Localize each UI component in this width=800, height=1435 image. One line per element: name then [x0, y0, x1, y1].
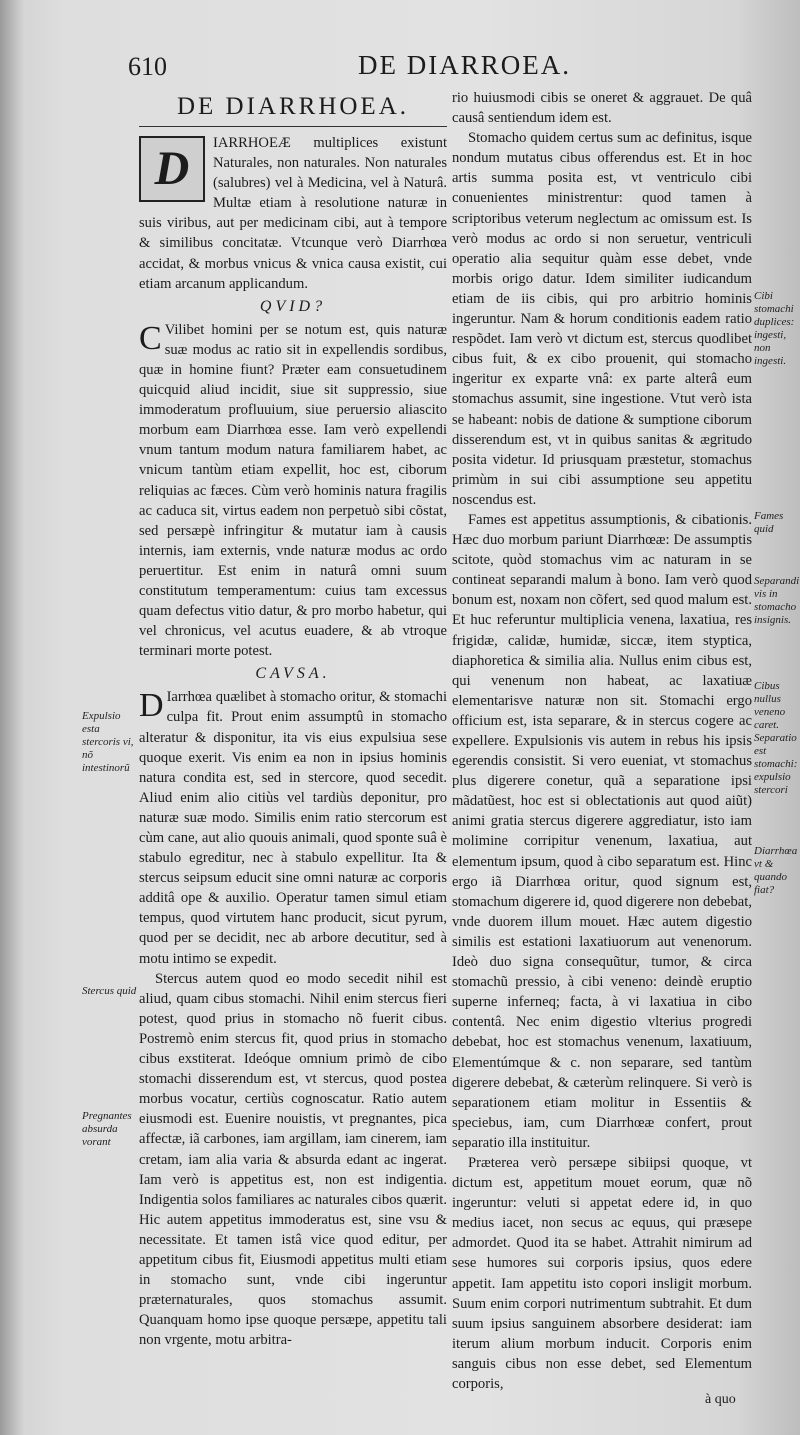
left-column [139, 88, 447, 1350]
right-column [452, 88, 752, 1394]
ornamental-initial: D [139, 136, 205, 202]
intro-paragraph [139, 133, 447, 294]
intro-text: IARRHOEÆ multiplices existunt Naturales, non naturales. Non naturales (salubres) vel à Medicina, vel à Naturâ. Multæ etiam à resolutione naturæ in suis viribus, aut per medicinam cibi, aut à tempore & similibus concitatæ. Vtcunque verò Diarrhœa accidat, & morbus vnicus & vnica causa existit, cui etiam arcanum applicandum. [139, 135, 447, 292]
catchword: à quo [705, 1392, 736, 1407]
running-header [128, 50, 760, 86]
right-paragraph-2: Stomacho quidem certus sum ac definitus, isque nondum mutatus cibus offerendus est. Et in hoc artis summa posita est, vt ventriculo cibi conuenientes ministrentur: quod tamen à scriptoribus veterum neglectum ac omissum est. Is verò modus ac ordo si non seruetur, ventriculi operatio alia sequitur quàm esse debet, vnde morbis origo datur. Idem similiter iudicandum etiam de iis cibis, qui pro arbitrio hominis ingeruntur. Nam & horum conditionis eadem ratio respõdet. Iam verò vt dictum est, stercus quodlibet cibus fuit, & ex cibo prouenit, qui stomacho ingeritur ex exparte vnâ: ex parte alterâ eum stomachus assumit, sine ingestione. Vtut verò ista se habeant: nobis de datione & sumptione ciborum disserendum est, vt in quibus sanitas & ægritudo posita videtur. Id priusquam præstetur, stomachus primùm in sui cibi assumptione seu appetitu noscendus est. [452, 130, 752, 508]
margin-note-left-2: Stercus quid [82, 985, 137, 997]
margin-note-right-4: Cibus nullus veneno caret. Separatio est stomachi: expulsio stercori [754, 680, 798, 796]
page-gutter [0, 0, 26, 1435]
chapter-title: DE DIARRHOEA. [139, 88, 447, 127]
causa-paragraph [139, 687, 447, 968]
right-paragraph-3: Fames est appetitus assumptionis, & cibationis. Hæc duo morbum pariunt Diarrhœæ: De assumptis scitote, quòd stomachus vim ac naturam in se contineat separandi malum à bono. Iam verò quod bonum est, noxam non cõfert, sed quod malum est. Et huc referuntur multiplicia venena, laxatiua, res frigidæ, calidæ, humidæ, siccæ, item styptica, diaphoretica & similia alia. Nullus enim cibus est, qui venenum non habeat, ac laxatiuæ elementarisve naturæ non sit. Stomachi ergo officium est, ista separare, & in stercus cogere ac expellere. Expulsionis vis autem in rebus his ipsis egerendis consistit. Si vero eueniat, vt stomachus plus digerere conetur, quã a separatione ipsi mãdatũest, hoc est si oblectationis aut quod aiũt) animi gratia stercus digerere aggrediatur, isto iam molimine corripitur venenum, laxatiua, aut elementum ipsum, quod à cibo separatum est. Hinc ergo iã Diarrhœa oritur, quod signum est, stomachum digerere id, quod digerere non debebat, vnde duorem illum mouet. Hæc autem digestio similis est estationi laxatiuorum aut venenorum. Ideò duo signa consequũtur, tumor, & circa stomachũ pressio, à cibi veneno: deindè eruptio superne inferneq; facta, à vi laxatiua in cibo contentâ. Nec enim digestio vlterius progredi debebat, hoc est stomachus venenum, laxatiuum, Elementúmque & c. non separare, sed tantùm digerere debebat, & cæterùm relinquere. Si verò is separationem etiam molitur in Essentiis & speciebus, iam, cum Diarrhœæ confert, prout separatio illa instituitur. [452, 511, 752, 1151]
quid-paragraph [139, 320, 447, 662]
right-paragraph-4: Præterea verò persæpe sibiipsi quoque, vt dictum est, appetitum mouet eorum, quæ nõ ingeruntur: veluti si appetat edere id, in quo medius iacet, non secus ac equus, qui præsepe admordet. Quod ita se habet. Attrahit nimirum ad sese humores sui corporis ipsius, quos edere appetit. Iam appetitu isto copori insligit morbum. Suum enim corpori nutrimentum subtrahit. Et dum suum ipsius sanguinem absorbere desiderat: iam iterum alium morbum inducit. Corporis enim sanguis cibus non esse debet, sed Elementum corporis, [452, 1154, 752, 1392]
quid-initial: C [139, 319, 162, 357]
stercus-paragraph: Stercus autem quod eo modo secedit nihil est aliud, quam cibus stomachi. Nihil enim stercus fieri potest, quod prius in stomacho nõ fuerit cibus. Postremò enim stercus fit, quod prius in stomacho cibus exstiterat. Ideóque omnium primò de cibo stomachi disserendum est, vt stercus, quod postea morbus vocatur, certiùs cognoscatur. Ratio autem eiusmodi est. Euenire nouistis, vt pregnantes, pica affectæ, iã carbones, iam argillam, iam cinerem, iam cretam, iam alia varia & absurda edant ac ingerat. Iam verò is appetitus est, non est indigentia. Indigentia solos familiares ac naturales cibos quærit. Hic autem appetitus immoderatus est, sine vsu & necessitate. Et tamen istâ vice quod editur, per appetitum cibus fit, Eiusmodi appetitus multi etiam in stomacho sunt, vnde cibi ingeruntur præternaturales, quos stomachus assumit. Quanquam homo ipse quoque persæpe, appetitu tali non vrgente, motu arbitra- [139, 970, 447, 1349]
margin-note-left-3: Pregnantes absurda vorant [82, 1110, 132, 1148]
margin-note-right-3: Separandi vis in stomacho insignis. [754, 575, 800, 626]
margin-note-right-5: Diarrhœa vt & quando fiat? [754, 845, 798, 896]
section-heading-causa: CAVSA. [255, 665, 331, 683]
causa-initial: D [139, 687, 164, 725]
margin-note-right-2: Fames quid [754, 510, 784, 535]
margin-note-left-1: Expulsio esta stercoris vi, nõ intestinorũ [82, 710, 134, 774]
running-title: DE DIARROEA. [358, 50, 571, 80]
right-paragraph-1: rio huiusmodi cibis se oneret & aggrauet. De quâ causâ sentiendum idem est. [452, 90, 752, 127]
causa-text: Iarrhœa quælibet à stomacho oritur, & stomachi culpa fit. Prout enim assumptû in stomacho alteratur & disponitur, ita vis eius expulsiua sese quoque exerit. Vis enim ea non in ipsius hominis natura condita est, sed in stercore, quod secedit. Aliud enim alio citiùs vel tardiùs deponitur, pro naturæ suæ modo. Similis enim ratio stercorum est cùm cane, aut alio quouis animali, quod sponte suâ è stabulo egreditur, nec à stabulo expellitur. Ita & stercus seipsum educit sine omni naturæ ac corporis additâ ope & auxilio. Operatur tamen simul etiam tempus, quod virtutem hanc producit, sicut pyrum, quod per se decidit, nec ab arbore decutitur, sed à motu intimo se expedit. [139, 689, 447, 967]
margin-note-right-1: Cibi stomachi duplices: ingesti, non ingesti. [754, 290, 795, 367]
page-number: 610 [128, 52, 167, 81]
section-heading-quid: QVID? [259, 297, 327, 315]
quid-text: Vilibet homini per se notum est, quis naturæ suæ modus ac ratio sit in expellendis sordibus, quæ in homine fiunt? Præter eam consuetudinem quicquid aliud incidit, siue sit suppressio, siue immoderatum profluuium, siue peruersio aliascito morbum eam Diarrhœa esse. Iam verò expellendi vnum tantum modum natura familiarem habet, ac vnicum tantùm etiam expellit, hoc est, ciborum reliquias ac fæces. Cùm verò hominis natura fragilis ac caduca sit, virtus eadem non perpetuò sibi cõstat, sed persæpè infringitur & mutatur iam à causis internis, iam externis, vnde naturæ modus ac ordo peruertitur. Est enim in naturâ omni suum constitutum temperamentum: cuius tam excessus quam defectus vitio datur, & pro morbo habetur, qui vel chronicus, vel acutus euadere, & ab vtroque terminari morte potest. [139, 321, 447, 660]
